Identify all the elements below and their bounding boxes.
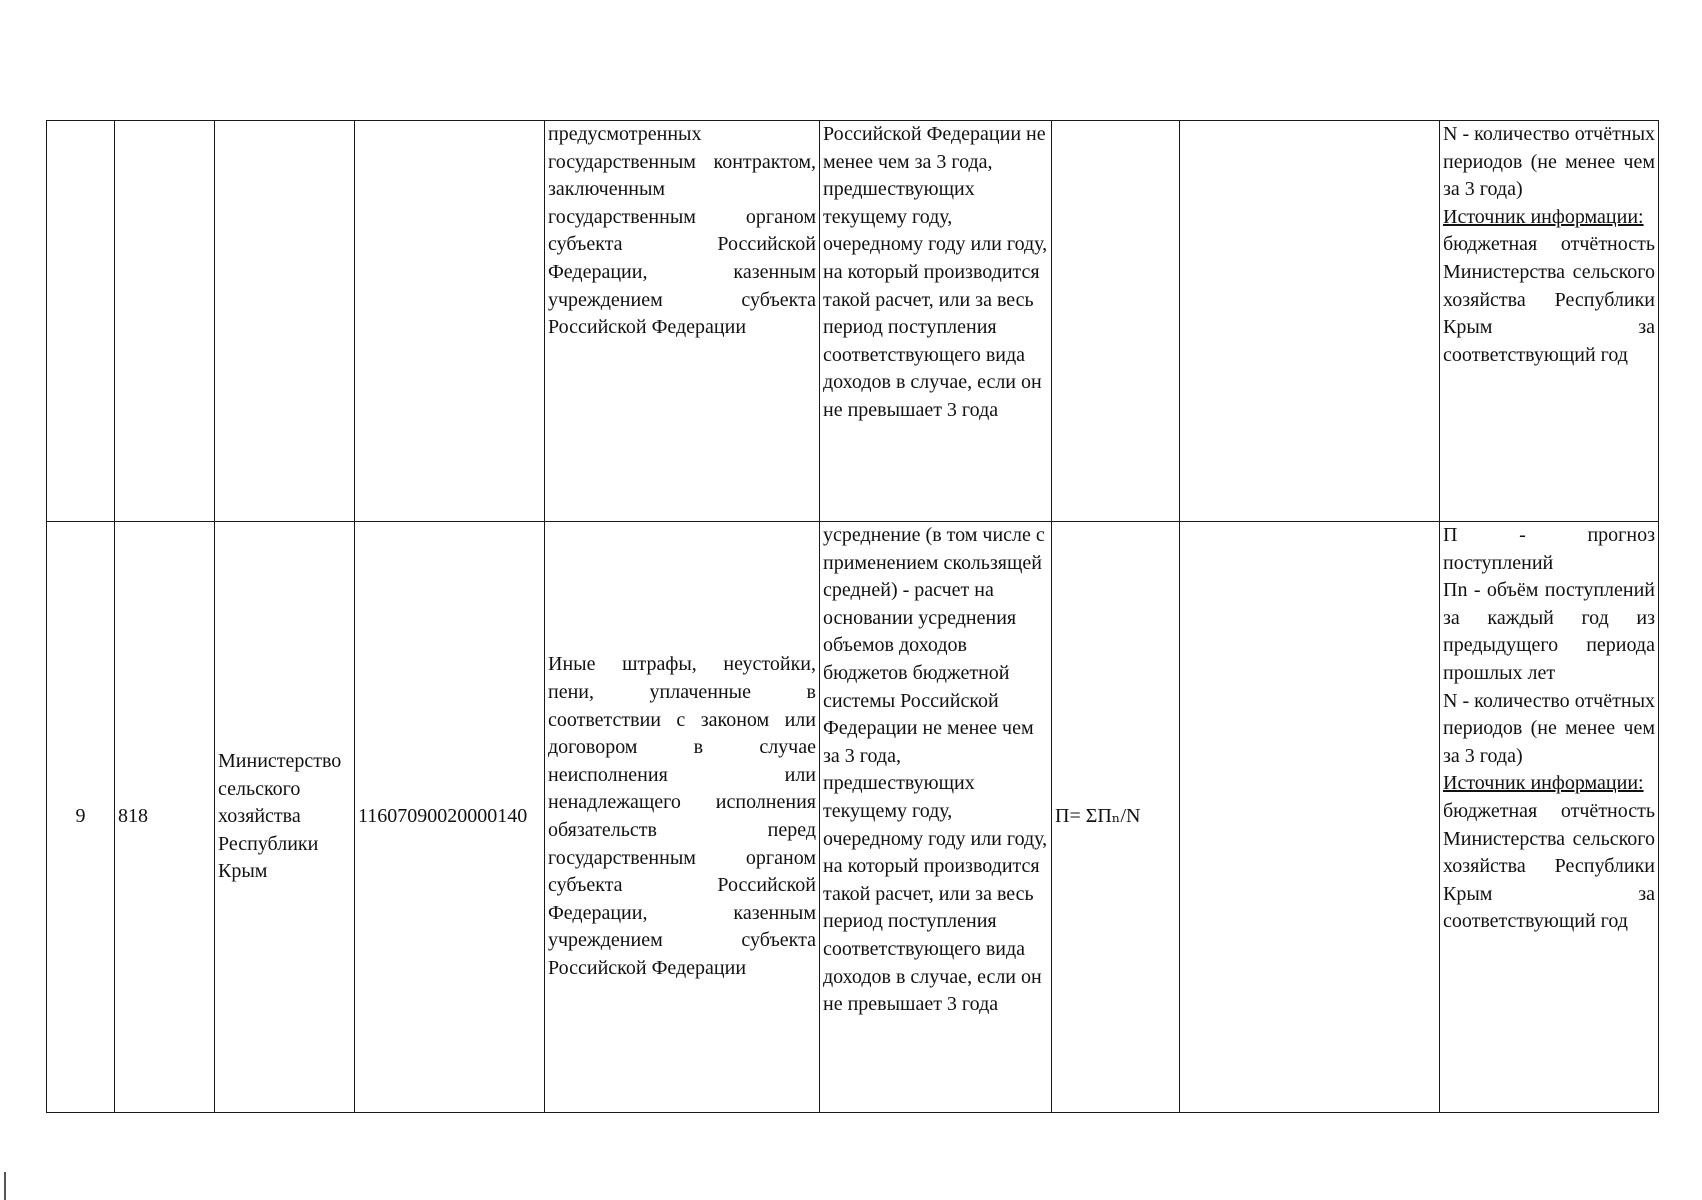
indicators-text: П - прогноз поступлений Пn - объём поступлений за каждый год из предыдущего периода прошлых лет N - количество отчётных периодов (не менее чем за 3 года) bbox=[1443, 524, 1655, 767]
forecast-methods-table bbox=[46, 120, 1659, 1113]
row-number-cell: 9 bbox=[47, 522, 115, 1113]
income-name-cell: Иные штрафы, неустойки, пени, уплаченные в соответствии с законом или договором в случае неисполнения или ненадлежащего исполнения обязательств перед государственным органом субъекта Российской Федерации, казенным учреждением субъекта Российской Федерации bbox=[545, 522, 820, 1113]
source-text: бюджетная отчётность Министерства сельского хозяйства Республики Крым за соответствующий год bbox=[1443, 233, 1655, 366]
indicators-text: N - количество отчётных периодов (не менее чем за 3 года) bbox=[1443, 123, 1655, 201]
admin-code-cell bbox=[115, 121, 215, 522]
algorithm-cell bbox=[1180, 121, 1440, 522]
table-row bbox=[47, 522, 1659, 1113]
table-row bbox=[47, 121, 1659, 522]
indicators-cell bbox=[1440, 522, 1659, 1113]
admin-name-cell bbox=[215, 121, 355, 522]
source-label: Источник информации: bbox=[1443, 205, 1644, 228]
indicators-cell bbox=[1440, 121, 1659, 522]
algorithm-cell bbox=[1180, 522, 1440, 1113]
calculation-method-cell: Российской Федерации не менее чем за 3 года, предшествующих текущему году, очередному году или году, на который производится такой расчет, или за весь период поступления соответствующего вида доходов в случае, если он не превышает 3 года bbox=[820, 121, 1052, 522]
source-text: бюджетная отчётность Министерства сельского хозяйства Республики Крым за соответствующий год bbox=[1443, 799, 1655, 933]
source-label: Источник информации: bbox=[1443, 772, 1644, 795]
admin-code-cell: 818 bbox=[115, 522, 215, 1113]
calculation-method-cell: усреднение (в том числе с применением скользящей средней) - расчет на основании усреднения объемов доходов бюджетов бюджетной системы Российской Федерации не менее чем за 3 года, предшествующих текущему году, очередному году или году, на который производится такой расчет, или за весь период поступления соответствующего вида доходов в случае, если он не превышает 3 года bbox=[820, 522, 1052, 1113]
row-number-cell bbox=[47, 121, 115, 522]
formula-cell bbox=[1052, 121, 1180, 522]
kbk-cell: 11607090020000140 bbox=[355, 522, 545, 1113]
income-name-cell: предусмотренных государственным контрактом, заключенным государственным органом субъекта Российской Федерации, казенным учреждением субъекта Российской Федерации bbox=[545, 121, 820, 522]
kbk-cell bbox=[355, 121, 545, 522]
scan-edge-mark bbox=[4, 1172, 6, 1200]
formula-cell: П= ΣПₙ/N bbox=[1052, 522, 1180, 1113]
admin-name-cell: Министерство сельского хозяйства Республики Крым bbox=[215, 522, 355, 1113]
